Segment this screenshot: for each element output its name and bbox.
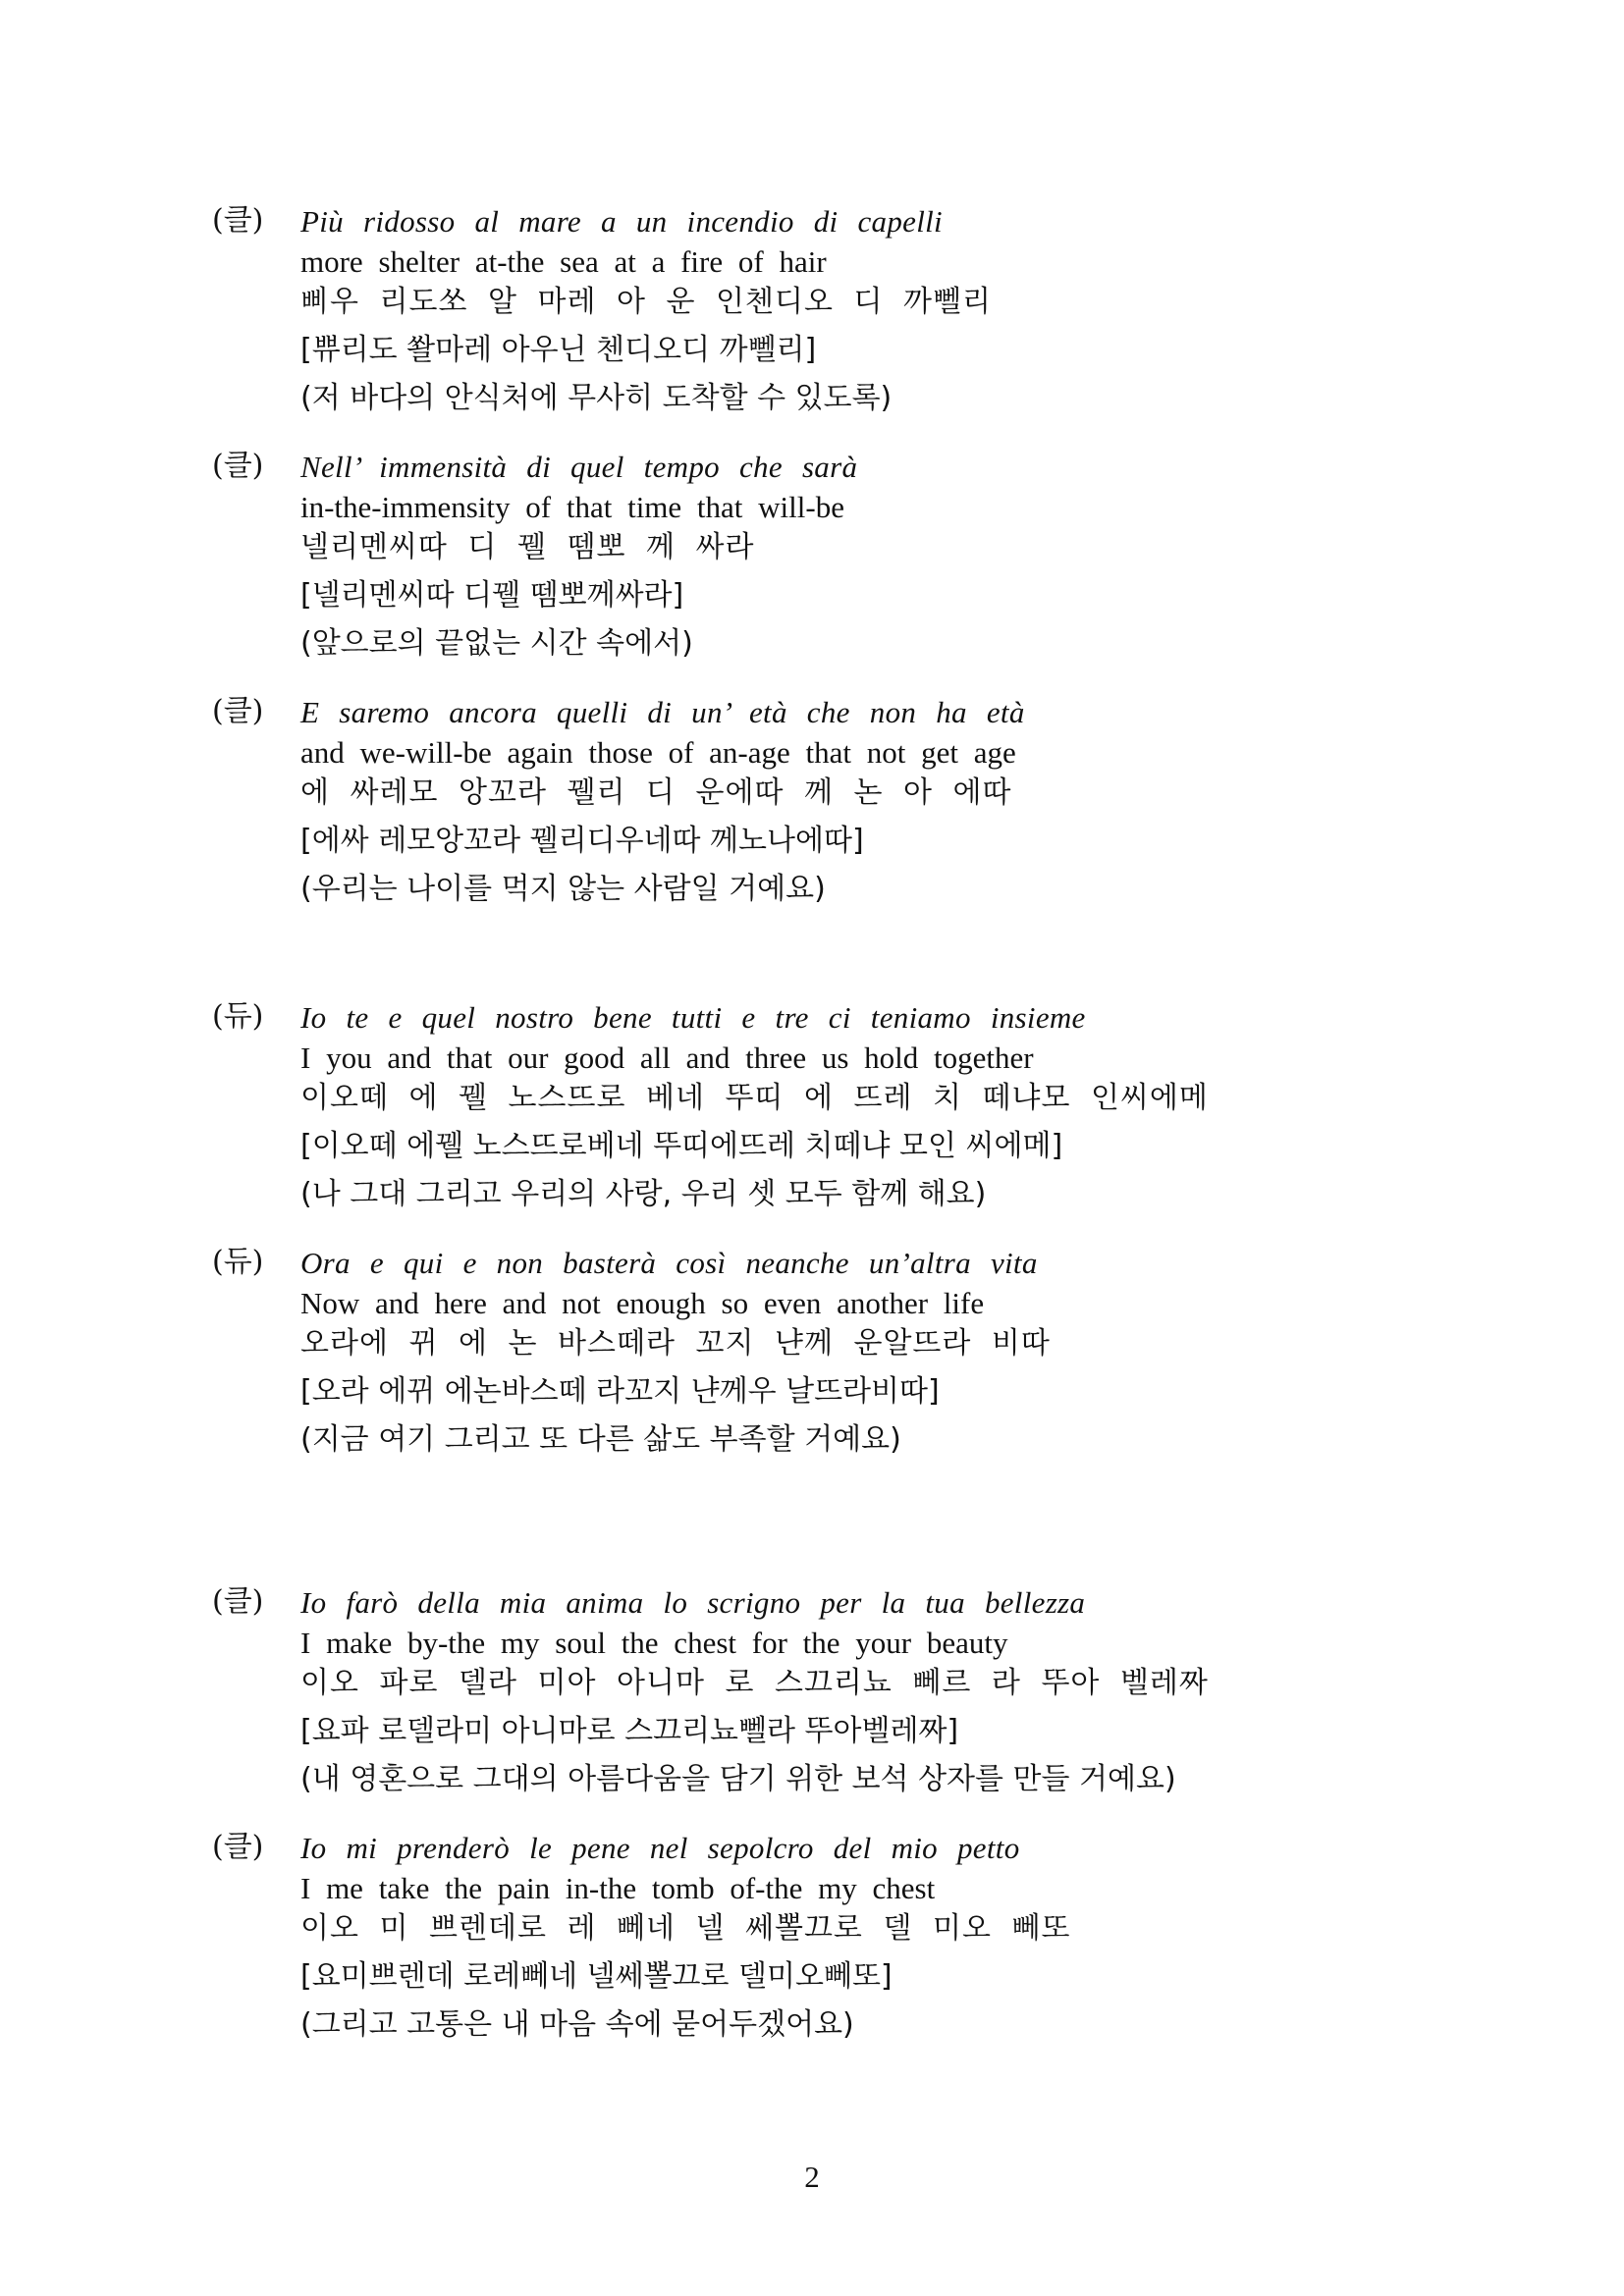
italian-line: E saremo ancora quelli di un’ età che non ha età [300, 695, 1025, 729]
korean-translation: (저 바다의 안식처에 무사히 도착할 수 있도록) [300, 381, 893, 415]
english-gloss: more shelter at-the sea at a fire of hair [300, 244, 827, 279]
singer-label: (클) [212, 1830, 264, 1864]
korean-translation: (그리고 고통은 내 마음 속에 묻어두겠어요) [300, 2007, 854, 2042]
pronunciation-guide: [에싸 레모앙꼬라 꿸리디우네따 께노나에따] [300, 824, 864, 858]
italian-line: Io te e quel nostro bene tutti e tre ci teniamo insieme [300, 1000, 1086, 1035]
english-gloss: in-the-immensity of that time that will-be [300, 490, 844, 524]
pronunciation-guide: [오라 에뀌 에논바스떼 라꼬지 냔께우 날뜨라비따] [300, 1374, 940, 1409]
english-gloss: Now and here and not enough so even another life [300, 1286, 985, 1320]
korean-transliteration: 오라에 뀌 에 논 바스떼라 꼬지 냔께 운알뜨라 비따 [300, 1326, 1051, 1361]
pronunciation-guide: [요파 로델라미 아니마로 스끄리뇨뻴라 뚜아벨레짜] [300, 1714, 959, 1748]
pronunciation-guide: [이오떼 에꿸 노스뜨로베네 뚜띠에뜨레 치떼냐 모인 씨에메] [300, 1129, 1063, 1163]
singer-label: (듀) [212, 1245, 264, 1279]
korean-translation: (우리는 나이를 먹지 않는 사람일 거예요) [300, 872, 826, 906]
korean-translation: (지금 여기 그리고 또 다른 삶도 부족할 거예요) [300, 1422, 901, 1457]
singer-label: (클) [212, 449, 264, 483]
singer-label: (클) [212, 203, 264, 238]
english-gloss: I make by-the my soul the chest for the your beauty [300, 1626, 1008, 1660]
pronunciation-guide: [넬리멘씨따 디꿸 뗌뽀께싸라] [300, 578, 684, 613]
pronunciation-guide: [요미쁘렌데 로레뻬네 넬쎄뽈끄로 델미오뻬또] [300, 1959, 893, 1994]
english-gloss: I you and that our good all and three us hold together [300, 1041, 1034, 1075]
korean-transliteration: 이오 미 쁘렌데로 레 뻬네 넬 쎄뽈끄로 델 미오 뻬또 [300, 1911, 1071, 1946]
korean-transliteration: 이오 파로 델라 미아 아니마 로 스끄리뇨 뻬르 라 뚜아 벨레짜 [300, 1666, 1209, 1700]
korean-transliteration: 에 싸레모 앙꼬라 꿸리 디 운에따 께 논 아 에따 [300, 775, 1012, 810]
singer-label: (듀) [212, 999, 264, 1034]
singer-label: (클) [212, 694, 264, 728]
italian-line: Io mi prenderò le pene nel sepolcro del mio petto [300, 1831, 1020, 1865]
korean-translation: (앞으로의 끝없는 시간 속에서) [300, 626, 693, 661]
english-gloss: I me take the pain in-the tomb of-the my chest [300, 1871, 936, 1905]
english-gloss: and we-will-be again those of an-age that not get age [300, 735, 1016, 770]
italian-line: Più ridosso al mare a un incendio di capelli [300, 204, 943, 239]
italian-line: Ora e qui e non basterà così neanche un’altra vita [300, 1246, 1038, 1280]
italian-line: Nell’ immensità di quel tempo che sarà [300, 450, 858, 484]
singer-label: (클) [212, 1584, 264, 1619]
korean-transliteration: 삐우 리도쏘 알 마레 아 운 인첸디오 디 까뻴리 [300, 285, 992, 319]
pronunciation-guide: [쀼리도 쏼마레 아우닌 첸디오디 까뻴리] [300, 333, 817, 367]
korean-translation: (나 그대 그리고 우리의 사랑, 우리 셋 모두 함께 해요) [300, 1177, 987, 1211]
page-number: 2 [804, 2160, 820, 2194]
korean-transliteration: 이오떼 에 꿸 노스뜨로 베네 뚜띠 에 뜨레 치 떼냐모 인씨에메 [300, 1081, 1209, 1115]
italian-line: Io farò della mia anima lo scrigno per la tua bellezza [300, 1585, 1086, 1620]
korean-translation: (내 영혼으로 그대의 아름다움을 담기 위한 보석 상자를 만들 거예요) [300, 1762, 1176, 1796]
korean-transliteration: 넬리멘씨따 디 꿸 뗌뽀 께 싸라 [300, 530, 755, 564]
